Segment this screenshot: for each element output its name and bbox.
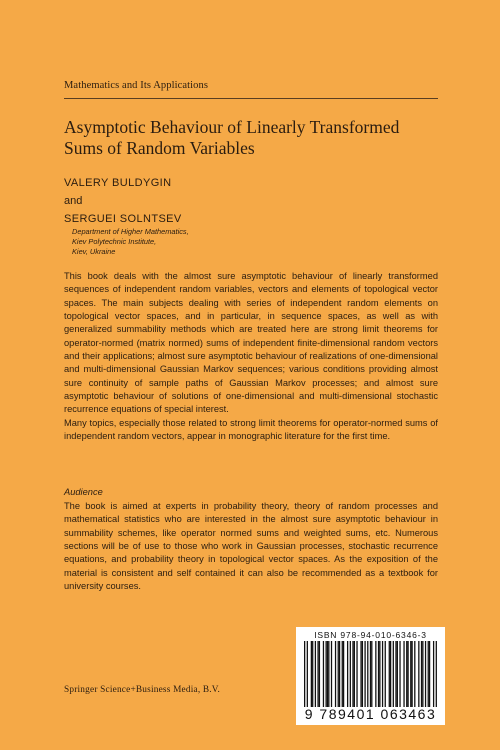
title-line-1: Asymptotic Behaviour of Linearly Transformed xyxy=(64,117,400,137)
isbn-label: ISBN 978-94-010-6346-3 xyxy=(314,630,427,640)
series-name: Mathematics and Its Applications xyxy=(64,80,209,91)
author-1: VALERY BULDYGIN xyxy=(64,177,172,189)
barcode-box xyxy=(296,627,445,725)
description-paragraph-2: Many topics, especially those related to strong limit theorems for operator-normed sums of independent random vectors, appear in monographic literature for the first time. xyxy=(64,417,438,442)
description-paragraph-1: This book deals with the almost sure asymptotic behaviour of linearly transformed sequences of independent random variables, vectors and elements of topological vector spaces. The main subjects dealing with series of independent random elements on topological vector spaces, and in particular, in sequence spaces, as well as with generalized summability methods which are treated here are strong limit theorems for operator-normed (matrix normed) sums of independent finite-dimensional random vectors and their applications; almost sure asymptotic behaviour of realizations of one-dimensional and multi-dimensional Gaussian Markov sequences; various conditions providing almost sure continuity of sample paths of Gaussian Markov processes; and almost sure asymptotic behaviour of solutions of one-dimensional and multi-dimensional stochastic recurrence equations of special interest. xyxy=(64,271,438,415)
barcode-number: 9 789401 063463 xyxy=(304,706,437,722)
publisher-name: Springer Science+Business Media, B.V. xyxy=(64,685,221,695)
affiliation-line-2: Kiev Polytechnic Institute, xyxy=(72,237,157,246)
barcode-icon xyxy=(304,641,437,707)
book-title xyxy=(64,117,444,159)
author-affiliation xyxy=(72,227,189,257)
book-description xyxy=(64,270,438,443)
affiliation-line-1: Department of Higher Mathematics, xyxy=(72,227,189,236)
audience-heading: Audience xyxy=(64,487,103,497)
audience-text: The book is aimed at experts in probability theory, theory of random processes and mathematical statistics who are interested in the almost sure asymptotic behaviour in summability schemes, like operator normed sums and weighted sums, etc. Numerous sections will be of use to those who work in Gaussian processes, stochastic recurrence equations, and probability theory in topological vector spaces. As the exposition of the material is consistent and self contained it can also be recommended as a textbook for university courses. xyxy=(64,501,438,592)
title-line-2: Sums of Random Variables xyxy=(64,138,255,158)
header-rule xyxy=(64,98,438,99)
author-2: SERGUEI SOLNTSEV xyxy=(64,213,182,225)
affiliation-line-3: Kiev, Ukraine xyxy=(72,247,116,256)
author-conjunction: and xyxy=(64,195,83,207)
